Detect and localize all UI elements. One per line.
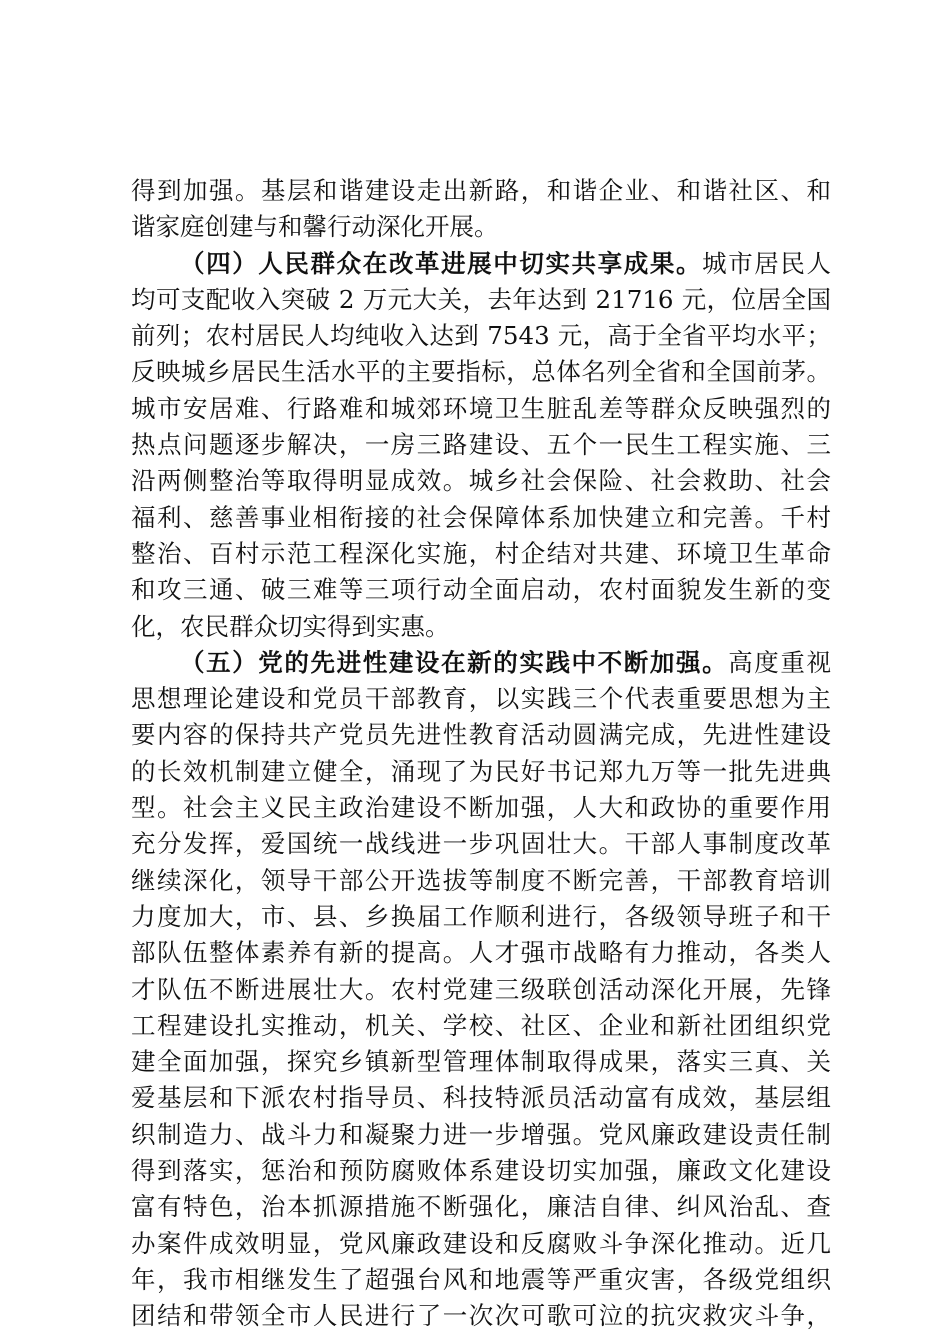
section-5-heading: （五）党的先进性建设在新的实践中不断加强。 [180,647,729,677]
text-line: 前列；农村居民人均纯收入达到 7543 元，高于全省平均水平； [131,321,831,351]
text-line: 均可支配收入突破 2 万元大关，去年达到 21716 元，位居全国 [131,284,831,314]
text-line: 工程建设扎实推动，机关、学校、社区、企业和新社团组织党 [131,1010,831,1040]
text-line: 建全面加强，探究乡镇新型管理体制取得成果，落实三真、关 [131,1047,831,1077]
section-4-first-line [131,246,831,282]
text-line: 沿两侧整治等取得明显成效。城乡社会保险、社会救助、社会 [131,466,831,496]
body-text [131,173,831,1335]
text-line: 得到落实，惩治和预防腐败体系建设切实加强，廉政文化建设 [131,1156,831,1186]
text-line: 要内容的保持共产党员先进性教育活动圆满完成，先进性建设 [131,720,831,750]
text-line: 富有特色，治本抓源措施不断强化，廉洁自律、纠风治乱、查 [131,1192,831,1222]
text-line: 得到加强。基层和谐建设走出新路，和谐企业、和谐社区、和 [131,176,831,205]
text-line: 型。社会主义民主政治建设不断加强，人大和政协的重要作用 [131,793,831,823]
text-line: 谐家庭创建与和馨行动深化开展。 [131,212,499,242]
text-line: 城市安居难、行路难和城郊环境卫生脏乱差等群众反映强烈的 [131,393,831,423]
text-line: 整治、百村示范工程深化实施，村企结对共建、环境卫生革命 [131,538,831,568]
section-5-lead-text: 高度重视 [728,647,831,677]
text-line: 福利、慈善事业相衔接的社会保障体系加快建立和完善。千村 [131,502,831,532]
text-line: 化，农民群众切实得到实惠。 [131,611,450,641]
text-line: 办案件成效明显，党风廉政建设和反腐败斗争深化推动。近几 [131,1228,831,1258]
section-4-heading: （四）人民群众在改革进展中切实共享成果。 [180,248,703,278]
section-4-lead-text: 城市居民人 [702,248,831,278]
text-line: 爱基层和下派农村指导员、科技特派员活动富有成效，基层组 [131,1083,831,1113]
text-line: 和攻三通、破三难等三项行动全面启动，农村面貌发生新的变 [131,575,831,605]
text-line: 思想理论建设和党员干部教育，以实践三个代表重要思想为主 [131,684,831,714]
text-line: 反映城乡居民生活水平的主要指标，总体名列全省和全国前茅。 [131,357,831,387]
text-line: 才队伍不断进展壮大。农村党建三级联创活动深化开展，先锋 [131,974,831,1004]
text-line: 团结和带领全市人民进行了一次次可歌可泣的抗灾救灾斗争， [131,1301,831,1331]
text-line: 继续深化，领导干部公开选拔等制度不断完善，干部教育培训 [131,865,831,895]
text-line: 充分发挥，爱国统一战线进一步巩固壮大。干部人事制度改革 [131,829,831,859]
text-line: 力度加大，市、县、乡换届工作顺利进行，各级领导班子和干 [131,901,831,931]
text-line: 的长效机制建立健全，涌现了为民好书记郑九万等一批先进典 [131,756,831,786]
text-line: 部队伍整体素养有新的提高。人才强市战略有力推动，各类人 [131,938,831,968]
text-line: 年，我市相继发生了超强台风和地震等严重灾害，各级党组织 [131,1264,831,1294]
text-line: 热点问题逐步解决，一房三路建设、五个一民生工程实施、三 [131,430,831,460]
text-line: 织制造力、战斗力和凝聚力进一步增强。党风廉政建设责任制 [131,1119,831,1149]
section-5-first-line [131,645,831,681]
